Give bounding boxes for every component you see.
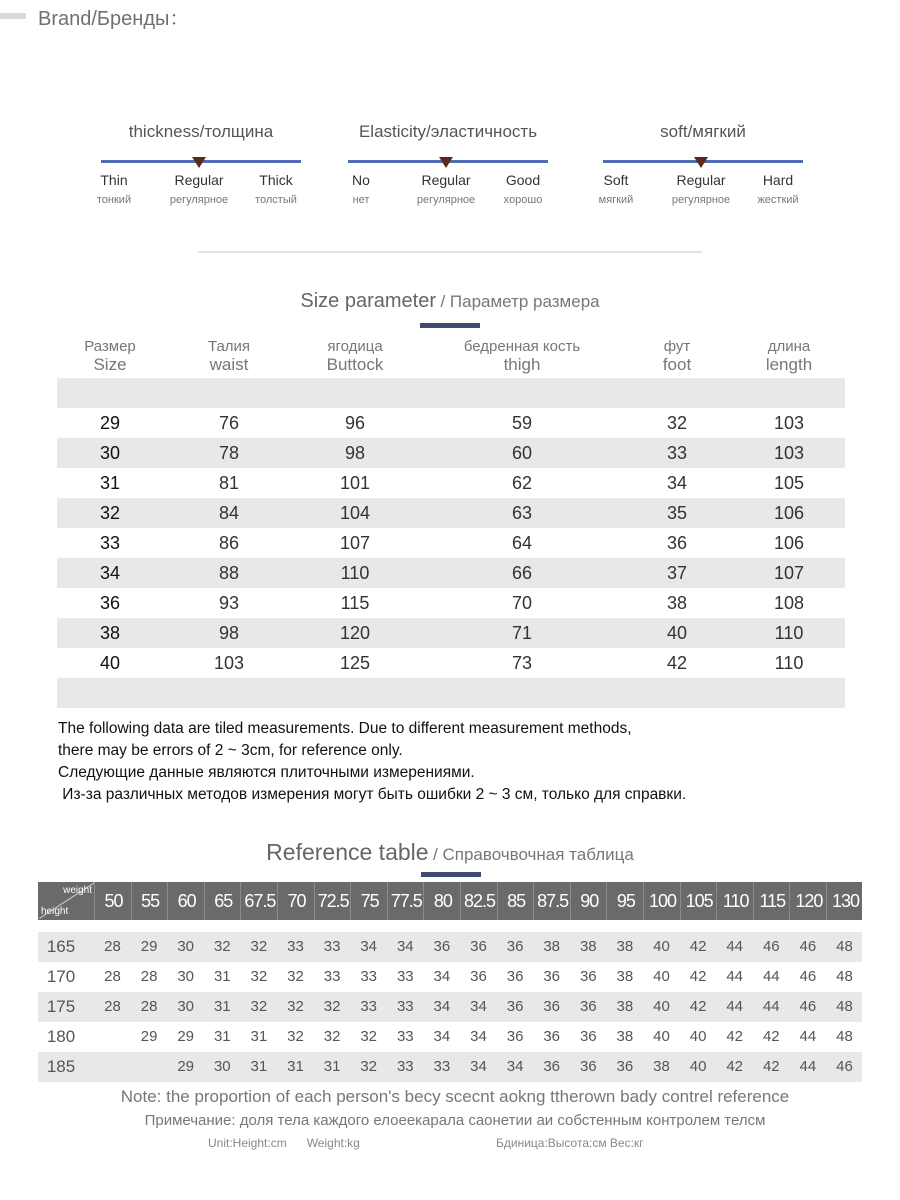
table-cell: 31: [213, 1028, 231, 1045]
table-cell: 40: [99, 653, 121, 673]
weight-header-cell: 82.5: [460, 882, 498, 920]
footer-unit-en: Unit:Height:cm Weight:kg: [208, 1136, 360, 1150]
scale-option-ru: нет: [352, 194, 370, 206]
table-cell: 110: [774, 653, 804, 673]
table-cell: 36: [579, 1058, 597, 1075]
table-cell: 30: [213, 1058, 231, 1075]
table-cell: 103: [773, 443, 805, 463]
table-cell: 34: [666, 473, 688, 493]
scale-title: soft/мягкий: [660, 122, 746, 141]
table-cell: 33: [396, 1058, 414, 1075]
weight-header-cell: 80: [423, 882, 461, 920]
table-cell: 33: [396, 998, 414, 1015]
scale-option-ru: тонкий: [96, 194, 132, 206]
scale-2: [598, 122, 808, 217]
table-cell: 44: [726, 998, 744, 1015]
table-row: [57, 408, 845, 438]
table-row: [38, 1052, 862, 1082]
table-cell: 44: [762, 968, 780, 985]
table-cell: 48: [836, 998, 853, 1015]
table-cell: 46: [799, 968, 817, 985]
weight-header-cell: 85: [497, 882, 535, 920]
table-cell: 31: [213, 998, 231, 1015]
footer-unit-ru: Бдиница:Высота:см Вес:кг: [496, 1136, 644, 1150]
table-cell: 33: [323, 968, 341, 985]
table-cell: 32: [323, 1028, 341, 1045]
table-cell: 33: [396, 968, 414, 985]
table-cell: 120: [339, 623, 371, 643]
height-cell: 170: [46, 967, 76, 986]
table-cell: 98: [218, 623, 240, 643]
table-cell: 36: [579, 1028, 597, 1045]
table-row: [57, 648, 845, 678]
table-cell: 31: [287, 1058, 304, 1075]
scale-1: [343, 122, 553, 217]
weight-header-cell: 60: [167, 882, 205, 920]
table-cell: 105: [773, 473, 805, 493]
brand-heading: [0, 0, 900, 30]
size-header-cell: ягодица Buttock: [326, 338, 384, 374]
scale-option-en: Good: [505, 172, 541, 188]
table-cell: 98: [344, 443, 366, 463]
table-row: [38, 932, 862, 962]
table-cell: 29: [140, 1028, 158, 1045]
reference-table-header: [38, 882, 862, 920]
table-cell: 44: [726, 938, 744, 955]
table-cell: 38: [579, 938, 597, 955]
size-header-cell: Талия waist: [207, 338, 251, 374]
measurement-note: The following data are tiled measurements. Due to different measurement methods, there may be errors of 2 ~ 3cm, for reference only. Следующие данные являются плиточными измерениями. Из-за различных методов измерения могут быть ошибки 2 ~ 3 см, только для справки.: [58, 720, 687, 803]
table-cell: 36: [433, 938, 451, 955]
scale-option-ru: регулярное: [169, 194, 229, 206]
table-cell: 33: [287, 938, 304, 955]
table-cell: 29: [140, 938, 158, 955]
table-row-blank: [57, 378, 845, 408]
table-cell: 44: [762, 998, 780, 1015]
table-cell: 38: [666, 593, 688, 613]
weight-header-cell: 70: [277, 882, 315, 920]
table-cell: 33: [666, 443, 688, 463]
table-cell: 46: [799, 998, 817, 1015]
table-cell: 28: [140, 968, 158, 985]
table-cell: 42: [762, 1058, 780, 1075]
weight-header-cell: 120: [789, 882, 827, 920]
table-cell: 33: [433, 1058, 451, 1075]
table-cell: 38: [616, 998, 634, 1015]
height-cell: 175: [46, 997, 76, 1016]
table-cell: 125: [339, 653, 371, 673]
table-cell: 38: [99, 623, 121, 643]
table-cell: 34: [506, 1058, 524, 1075]
weight-header-cell: 130: [826, 882, 864, 920]
size-header-cell: Размер Size: [84, 338, 136, 374]
table-cell: 60: [511, 443, 533, 463]
table-row: [38, 992, 862, 1022]
table-cell: 28: [104, 968, 121, 985]
table-cell: 36: [543, 1028, 561, 1045]
section-divider: [198, 251, 702, 253]
table-cell: 31: [323, 1058, 341, 1075]
scale-option: [69, 172, 159, 206]
table-cell: 32: [360, 1058, 378, 1075]
corner-height-label: height: [41, 906, 69, 917]
table-cell: 40: [689, 1058, 707, 1075]
size-header-cell: фут foot: [662, 338, 692, 374]
scale-option-en: Thin: [100, 172, 128, 188]
table-cell: 38: [616, 1028, 634, 1045]
table-cell: 38: [543, 938, 561, 955]
weight-header-cell: 65: [204, 882, 242, 920]
scale-option-ru: жесткий: [757, 194, 799, 206]
scale-option: [571, 172, 661, 206]
table-cell: 38: [653, 1058, 670, 1075]
table-cell: 40: [689, 1028, 707, 1045]
table-cell: 42: [762, 1028, 780, 1045]
table-cell: 42: [689, 998, 707, 1015]
table-cell: 48: [836, 1028, 853, 1045]
table-cell: 34: [99, 563, 121, 583]
table-cell: 32: [287, 998, 304, 1015]
scale-option: [478, 172, 568, 206]
table-cell: 110: [774, 623, 804, 643]
height-cell: 165: [46, 937, 76, 956]
table-cell: 38: [616, 968, 634, 985]
table-row: [38, 1022, 862, 1052]
table-row: [57, 558, 845, 588]
table-cell: 36: [579, 998, 597, 1015]
table-cell: 34: [470, 1028, 487, 1045]
table-cell: 115: [340, 593, 370, 613]
table-cell: 29: [99, 413, 121, 433]
table-cell: 35: [666, 503, 688, 523]
size-header-cell: бедренная кость thigh: [463, 338, 581, 374]
table-cell: 36: [506, 1028, 524, 1045]
table-cell: 42: [726, 1058, 744, 1075]
size-header-cell: длина length: [765, 338, 813, 374]
table-cell: 88: [218, 563, 240, 583]
weight-header-cell: 87.5: [533, 882, 571, 920]
table-cell: 108: [773, 593, 805, 613]
table-cell: 36: [506, 968, 524, 985]
brand-dash: [0, 13, 26, 19]
size-title-underline: [420, 323, 480, 328]
weight-header-cell: 67.5: [240, 882, 278, 920]
table-cell: 32: [287, 1028, 304, 1045]
table-cell: 33: [360, 998, 378, 1015]
header-corner: [38, 882, 95, 920]
table-cell: 36: [506, 998, 524, 1015]
table-row: [57, 438, 845, 468]
table-cell: 31: [250, 1028, 268, 1045]
weight-header-cell: 105: [680, 882, 718, 920]
footer-note-en: Note: the proportion of each person's becy scecnt aokng ttherown bady contrel reference: [120, 1087, 790, 1106]
table-cell: 71: [511, 623, 533, 643]
table-cell: 66: [511, 563, 533, 583]
weight-header-cell: 50: [94, 882, 132, 920]
table-cell: 36: [666, 533, 688, 553]
table-cell: 46: [762, 938, 780, 955]
table-cell: 40: [653, 998, 670, 1015]
table-cell: 84: [218, 503, 240, 523]
scale-option-ru: толстый: [255, 194, 297, 206]
weight-header-cell: 72.5: [314, 882, 352, 920]
height-cell: 185: [46, 1057, 76, 1076]
table-cell: 33: [99, 533, 121, 553]
table-cell: 36: [543, 1058, 561, 1075]
scale-0: [96, 122, 306, 217]
table-cell: 44: [799, 1058, 817, 1075]
table-cell: 37: [666, 563, 688, 583]
table-cell: 32: [360, 1028, 378, 1045]
table-cell: 31: [250, 1058, 268, 1075]
table-cell: 40: [653, 968, 670, 985]
table-cell: 30: [177, 998, 195, 1015]
scale-marker-icon: [694, 157, 708, 168]
scale-option: [231, 172, 321, 206]
scale-option-ru: мягкий: [598, 194, 634, 206]
table-cell: 40: [653, 938, 670, 955]
weight-header-cell: 77.5: [387, 882, 425, 920]
table-cell: 46: [799, 938, 817, 955]
scale-option-en: Thick: [259, 172, 293, 188]
table-cell: 106: [773, 503, 805, 523]
table-cell: 64: [511, 533, 533, 553]
table-cell: 34: [433, 968, 451, 985]
table-cell: 34: [396, 938, 414, 955]
table-cell: 38: [616, 938, 634, 955]
table-cell: 32: [666, 413, 688, 433]
reference-title-underline: [421, 872, 481, 877]
scale-marker-icon: [439, 157, 453, 168]
weight-header-cell: 55: [131, 882, 169, 920]
table-cell: 46: [836, 1058, 853, 1075]
scale-option-ru: хорошо: [503, 194, 543, 206]
table-cell: 42: [666, 653, 688, 673]
table-cell: 32: [99, 503, 121, 523]
table-cell: 34: [470, 1058, 487, 1075]
table-cell: 62: [511, 473, 533, 493]
scale-option-en: Regular: [421, 172, 471, 188]
table-cell: 42: [689, 968, 707, 985]
table-cell: 36: [579, 968, 597, 985]
corner-weight-label: weight: [63, 885, 92, 896]
table-row: [38, 962, 862, 992]
table-cell: 31: [213, 968, 231, 985]
table-cell: 33: [360, 968, 378, 985]
table-cell: 34: [433, 1028, 451, 1045]
scale-option-en: Soft: [603, 172, 629, 188]
table-row: [57, 618, 845, 648]
table-cell: 93: [218, 593, 240, 613]
weight-header-cell: 95: [606, 882, 644, 920]
size-parameter-title: Size parameter / Параметр размера: [300, 290, 600, 312]
table-cell: 42: [726, 1028, 744, 1045]
table-cell: 28: [140, 998, 158, 1015]
table-cell: 32: [287, 968, 304, 985]
table-cell: 36: [470, 968, 487, 985]
table-cell: 40: [666, 623, 688, 643]
height-cell: 180: [46, 1027, 76, 1046]
table-cell: 36: [99, 593, 121, 613]
table-cell: 48: [836, 938, 853, 955]
table-row: [57, 498, 845, 528]
table-cell: 44: [726, 968, 744, 985]
reference-table-title: Reference table / Справочвочная таблица: [266, 839, 634, 865]
weight-header-cell: 110: [716, 882, 754, 920]
table-cell: 36: [543, 998, 561, 1015]
size-table-header: [57, 338, 845, 378]
table-cell: 32: [250, 998, 268, 1015]
table-cell: 32: [250, 968, 268, 985]
scale-option-en: Regular: [174, 172, 224, 188]
table-cell: 103: [773, 413, 805, 433]
table-cell: 101: [339, 473, 371, 493]
table-cell: 70: [511, 593, 533, 613]
table-cell: 32: [213, 938, 231, 955]
table-cell: 42: [689, 938, 707, 955]
weight-header-cell: 90: [570, 882, 608, 920]
scale-option-en: Regular: [676, 172, 726, 188]
reference-table: [38, 882, 862, 1082]
table-cell: 40: [653, 1028, 670, 1045]
table-cell: 44: [799, 1028, 817, 1045]
table-cell: 29: [177, 1028, 195, 1045]
table-cell: 36: [543, 968, 561, 985]
table-cell: 110: [340, 563, 370, 583]
table-cell: 104: [339, 503, 371, 523]
table-cell: 32: [323, 998, 341, 1015]
table-cell: 107: [773, 563, 805, 583]
table-cell: 107: [339, 533, 371, 553]
table-cell: 96: [344, 413, 366, 433]
table-row-blank: [57, 678, 845, 708]
table-cell: 30: [99, 443, 121, 463]
table-cell: 34: [360, 938, 378, 955]
weight-header-cell: 115: [753, 882, 791, 920]
table-cell: 34: [433, 998, 451, 1015]
scale-option-en: Hard: [762, 172, 794, 188]
size-table: [57, 338, 845, 708]
table-cell: 34: [470, 998, 487, 1015]
weight-header-cell: 100: [643, 882, 681, 920]
scale-title: Elasticity/эластичность: [358, 122, 538, 141]
table-cell: 48: [836, 968, 853, 985]
scale-option-ru: регулярное: [416, 194, 476, 206]
table-cell: 63: [511, 503, 533, 523]
table-cell: 32: [250, 938, 268, 955]
table-cell: 81: [218, 473, 240, 493]
scale-marker-icon: [192, 157, 206, 168]
scale-option: [316, 172, 406, 206]
table-cell: 33: [323, 938, 341, 955]
table-cell: 30: [177, 968, 195, 985]
table-cell: 28: [104, 998, 121, 1015]
table-cell: 36: [470, 938, 487, 955]
table-cell: 59: [511, 413, 533, 433]
table-row: [57, 588, 845, 618]
table-cell: 29: [177, 1058, 195, 1075]
table-cell: 33: [396, 1028, 414, 1045]
table-cell: 106: [773, 533, 805, 553]
scale-option: [733, 172, 823, 206]
footer-note-ru: Примечание: доля тела каждого елоеекарала саонетии аи собстенным контролем телсм: [144, 1112, 766, 1129]
weight-header-cell: 75: [350, 882, 388, 920]
table-cell: 31: [99, 473, 121, 493]
table-cell: 28: [104, 938, 121, 955]
scale-title: thickness/толщина: [128, 122, 274, 141]
brand-title: Brand/Бренды：: [38, 8, 190, 30]
table-cell: 78: [218, 443, 240, 463]
table-cell: 76: [218, 413, 240, 433]
table-cell: 36: [506, 938, 524, 955]
table-row: [57, 528, 845, 558]
scale-option-en: No: [352, 172, 370, 188]
scale-option-ru: регулярное: [671, 194, 731, 206]
table-cell: 103: [213, 653, 245, 673]
table-cell: 36: [616, 1058, 634, 1075]
table-row: [57, 468, 845, 498]
table-cell: 30: [177, 938, 195, 955]
table-cell: 73: [511, 653, 533, 673]
table-cell: 86: [218, 533, 240, 553]
